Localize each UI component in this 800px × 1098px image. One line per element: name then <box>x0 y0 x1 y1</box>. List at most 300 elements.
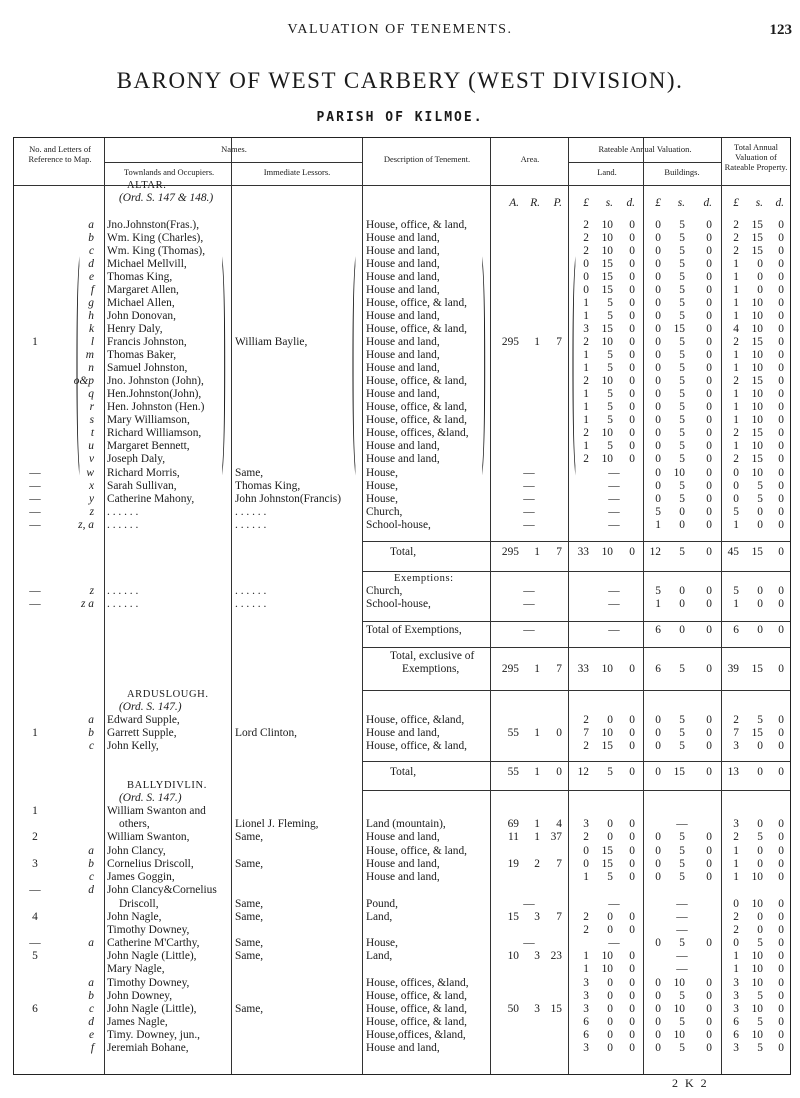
area-value: 23 <box>550 950 562 962</box>
tenement-description: House, office, & land, <box>366 401 468 413</box>
map-letter: z <box>89 585 94 597</box>
land-value: 0 <box>629 1029 635 1041</box>
total-value: 0 <box>778 766 784 778</box>
col-header-lessors: Immediate Lessors. <box>263 167 331 177</box>
buildings-value: 15 <box>673 323 685 335</box>
buildings-value: 5 <box>679 831 685 843</box>
immediate-lessor: Thomas King, <box>235 480 301 492</box>
occupier-name: . . . . . . <box>107 585 139 597</box>
area-value: 295 <box>501 663 519 675</box>
land-value: — <box>608 467 620 479</box>
tenement-description: Exemptions, <box>402 663 460 675</box>
col-header-townlands: Townlands and Occupiers. <box>123 167 215 177</box>
immediate-lessor: . . . . . . <box>235 598 267 610</box>
map-number: 1 <box>32 805 38 817</box>
tenement-description: Total, <box>390 546 417 558</box>
total-value: 10 <box>751 898 763 910</box>
total-value: 39 <box>727 663 739 675</box>
immediate-lessor: Same, <box>235 937 264 949</box>
land-value: 1 <box>583 388 589 400</box>
total-value: 2 <box>733 453 739 465</box>
land-value: — <box>608 480 620 492</box>
area-value: 15 <box>550 1003 562 1015</box>
buildings-value: 5 <box>679 663 685 675</box>
land-value: 0 <box>629 845 635 857</box>
buildings-value: 0 <box>706 506 712 518</box>
land-value: 0 <box>629 990 635 1002</box>
tenement-description: House, office, &land, <box>366 714 465 726</box>
buildings-value: 0 <box>706 1016 712 1028</box>
tenement-description: House and land, <box>366 232 440 244</box>
occupier-name: ALTAR. <box>127 180 167 191</box>
land-value: 2 <box>583 453 589 465</box>
buildings-value: 0 <box>706 493 712 505</box>
total-value: 0 <box>778 401 784 413</box>
total-value: 15 <box>751 375 763 387</box>
land-value: 6 <box>583 1016 589 1028</box>
occupier-name: Cornelius Driscoll, <box>107 858 194 870</box>
buildings-value: 0 <box>655 1042 661 1054</box>
land-value: — <box>608 624 620 636</box>
tenement-description: Land, <box>366 911 393 923</box>
total-value: 1 <box>733 871 739 883</box>
land-value: 0 <box>629 414 635 426</box>
occupier-name: Richard Williamson, <box>107 427 202 439</box>
map-letter: f <box>90 1042 94 1054</box>
tenement-description: House, office, & land, <box>366 845 468 857</box>
total-value: 2 <box>733 245 739 257</box>
buildings-value: 0 <box>655 1016 661 1028</box>
buildings-value: 15 <box>673 766 685 778</box>
buildings-value: 0 <box>706 323 712 335</box>
tenement-description: Total, exclusive of <box>390 650 475 662</box>
tenement-description: House and land, <box>366 727 440 739</box>
occupier-name: Joseph Daly, <box>107 453 166 465</box>
immediate-lessor: Same, <box>235 950 264 962</box>
area-value: 0 <box>556 766 562 778</box>
buildings-value: 0 <box>706 427 712 439</box>
col-rule <box>362 138 363 1074</box>
total-value: 1 <box>733 284 739 296</box>
land-value: 5 <box>607 401 613 413</box>
total-value: 0 <box>757 818 763 830</box>
total-value: 1 <box>733 362 739 374</box>
total-value: 10 <box>751 297 763 309</box>
land-value: 3 <box>583 1042 589 1054</box>
tenement-description: House, office, & land, <box>366 740 468 752</box>
buildings-value: 0 <box>706 1029 712 1041</box>
buildings-value: 5 <box>679 388 685 400</box>
area-value: 295 <box>501 546 519 558</box>
total-value: 10 <box>751 950 763 962</box>
area-value: 1 <box>534 663 540 675</box>
land-value: 0 <box>629 963 635 975</box>
land-value: 0 <box>629 245 635 257</box>
occupier-name: Catherine Mahony, <box>107 493 195 505</box>
area-value: 7 <box>556 336 562 348</box>
total-rule <box>362 790 790 791</box>
land-value: — <box>608 506 620 518</box>
area-value: 50 <box>507 1003 519 1015</box>
occupier-name: Garrett Supple, <box>107 727 177 739</box>
col-header-total: Total Annual Valuation of Rateable Property. <box>724 142 788 172</box>
total-value: 15 <box>751 336 763 348</box>
buildings-value: 0 <box>706 467 712 479</box>
total-value: 45 <box>727 546 739 558</box>
land-value: 5 <box>607 388 613 400</box>
tenement-description: House, office, & land, <box>366 1016 468 1028</box>
buildings-value: 10 <box>673 467 685 479</box>
occupier-name: ARDUSLOUGH. <box>127 689 209 700</box>
map-letter: c <box>88 740 94 752</box>
buildings-value: 0 <box>655 977 661 989</box>
land-value: 0 <box>629 924 635 936</box>
total-value: 1 <box>733 950 739 962</box>
area-value: — <box>523 493 535 505</box>
land-value: 0 <box>629 831 635 843</box>
buildings-value: 0 <box>655 740 661 752</box>
buildings-value: 0 <box>655 714 661 726</box>
buildings-value: 5 <box>679 336 685 348</box>
total-value: 0 <box>757 585 763 597</box>
total-value: 0 <box>778 284 784 296</box>
land-value: 0 <box>629 427 635 439</box>
area-value: 15 <box>507 911 519 923</box>
total-value: 6 <box>733 1016 739 1028</box>
total-value: 10 <box>751 963 763 975</box>
land-value: 10 <box>601 546 613 558</box>
buildings-value: 0 <box>706 546 712 558</box>
land-value: 5 <box>607 871 613 883</box>
buildings-value: 0 <box>706 258 712 270</box>
map-letter: h <box>88 310 94 322</box>
total-value: 5 <box>757 1016 763 1028</box>
buildings-value: 0 <box>655 1003 661 1015</box>
land-value: 5 <box>607 297 613 309</box>
buildings-value: 0 <box>706 858 712 870</box>
occupier-name: Edward Supple, <box>107 714 180 726</box>
buildings-value: 0 <box>655 232 661 244</box>
total-value: 10 <box>751 1003 763 1015</box>
map-letter: l <box>90 336 94 348</box>
land-value: 12 <box>577 766 589 778</box>
occupier-name: . . . . . . <box>107 598 139 610</box>
occupier-name: Samuel Johnston, <box>107 362 188 374</box>
land-value: 0 <box>629 336 635 348</box>
buildings-value: 5 <box>679 414 685 426</box>
total-value: 3 <box>733 818 739 830</box>
buildings-value: 0 <box>706 727 712 739</box>
tenement-description: House, <box>366 937 398 949</box>
area-value: 1 <box>534 818 540 830</box>
buildings-value: 0 <box>706 624 712 636</box>
land-value: 15 <box>601 858 613 870</box>
total-value: 5 <box>757 831 763 843</box>
land-value: s. <box>605 197 613 209</box>
occupier-name: others, <box>119 818 150 830</box>
rateable-subheader-rule <box>568 162 721 163</box>
buildings-value: 0 <box>655 467 661 479</box>
map-number: — <box>29 506 41 518</box>
land-value: 0 <box>629 310 635 322</box>
map-number: — <box>29 480 41 492</box>
col-header-names: Names. <box>221 144 247 154</box>
land-value: 10 <box>601 245 613 257</box>
buildings-value: 0 <box>679 519 685 531</box>
area-value: — <box>523 585 535 597</box>
total-value: 1 <box>733 297 739 309</box>
tenement-description: House and land, <box>366 310 440 322</box>
total-value: 3 <box>733 1003 739 1015</box>
tenement-description: House and land, <box>366 858 440 870</box>
total-value: 0 <box>778 714 784 726</box>
total-value: 10 <box>751 388 763 400</box>
total-value: 3 <box>733 740 739 752</box>
area-value: — <box>523 506 535 518</box>
land-value: 1 <box>583 401 589 413</box>
buildings-value: 0 <box>679 598 685 610</box>
land-value: 0 <box>629 727 635 739</box>
occupier-name: Jno. Johnston (John), <box>107 375 204 387</box>
buildings-value: 0 <box>706 831 712 843</box>
total-value: 0 <box>778 245 784 257</box>
col-header-land: Land. <box>597 167 617 177</box>
buildings-value: 5 <box>679 480 685 492</box>
buildings-value: 0 <box>655 336 661 348</box>
total-value: 4 <box>733 323 739 335</box>
buildings-value: 5 <box>679 453 685 465</box>
total-value: 5 <box>757 937 763 949</box>
buildings-value: 5 <box>679 858 685 870</box>
total-value: 0 <box>757 924 763 936</box>
land-value: 0 <box>629 911 635 923</box>
total-value: 15 <box>751 546 763 558</box>
map-letter: b <box>88 232 94 244</box>
land-value: 10 <box>601 219 613 231</box>
total-value: 0 <box>733 493 739 505</box>
land-value: 0 <box>629 453 635 465</box>
buildings-value: 0 <box>706 663 712 675</box>
total-value: 13 <box>727 766 739 778</box>
col-header-buildings: Buildings. <box>664 167 700 177</box>
buildings-value: 0 <box>706 388 712 400</box>
buildings-value: 0 <box>706 977 712 989</box>
buildings-value: 0 <box>655 990 661 1002</box>
map-letter: o&p <box>73 375 94 387</box>
buildings-value: 0 <box>706 362 712 374</box>
total-value: 15 <box>751 232 763 244</box>
land-value: 1 <box>583 950 589 962</box>
land-value: 2 <box>583 714 589 726</box>
land-value: 0 <box>629 740 635 752</box>
land-value: 0 <box>629 1042 635 1054</box>
total-value: s. <box>755 197 763 209</box>
total-value: 0 <box>757 506 763 518</box>
occupier-name: William Swanton and <box>107 805 206 817</box>
land-value: 0 <box>629 977 635 989</box>
buildings-value: 5 <box>679 1016 685 1028</box>
buildings-value: 5 <box>655 585 661 597</box>
occupier-name: Margaret Allen, <box>107 284 179 296</box>
land-value: 0 <box>629 714 635 726</box>
buildings-value: 0 <box>706 232 712 244</box>
total-value: 1 <box>733 963 739 975</box>
buildings-value: 0 <box>706 440 712 452</box>
buildings-value: 0 <box>655 271 661 283</box>
area-value: 19 <box>507 858 519 870</box>
total-value: 0 <box>778 414 784 426</box>
land-value: 1 <box>583 310 589 322</box>
total-value: 10 <box>751 362 763 374</box>
buildings-value: 0 <box>679 506 685 518</box>
buildings-value: 0 <box>706 297 712 309</box>
land-value: 0 <box>629 323 635 335</box>
tenement-description: House and land, <box>366 453 440 465</box>
total-value: 10 <box>751 401 763 413</box>
area-value: 3 <box>534 911 540 923</box>
total-value: 0 <box>757 284 763 296</box>
total-value: 0 <box>757 271 763 283</box>
total-value: 5 <box>757 714 763 726</box>
total-value: 0 <box>778 924 784 936</box>
occupier-name: Wm. King (Thomas), <box>107 245 206 257</box>
land-value: 2 <box>583 924 589 936</box>
tenement-description: Church, <box>366 585 403 597</box>
buildings-value: 5 <box>679 349 685 361</box>
land-value: 1 <box>583 297 589 309</box>
total-value: 0 <box>778 1029 784 1041</box>
total-value: 15 <box>751 727 763 739</box>
land-value: 0 <box>629 766 635 778</box>
tenement-description: House, office, & land, <box>366 375 468 387</box>
land-value: 0 <box>629 546 635 558</box>
area-value: 0 <box>556 727 562 739</box>
land-value: 5 <box>607 414 613 426</box>
land-value: 5 <box>607 440 613 452</box>
total-value: 0 <box>778 585 784 597</box>
total-value: 15 <box>751 453 763 465</box>
buildings-value: 0 <box>706 284 712 296</box>
land-value: 5 <box>607 310 613 322</box>
buildings-value: 5 <box>679 375 685 387</box>
map-letter: t <box>90 427 94 439</box>
occupier-name: (Ord. S. 147.) <box>119 701 182 713</box>
total-value: 0 <box>733 467 739 479</box>
land-value: 0 <box>607 924 613 936</box>
total-value: 0 <box>778 1042 784 1054</box>
map-number: 3 <box>32 858 38 870</box>
map-letter: b <box>88 858 94 870</box>
land-value: 6 <box>583 1029 589 1041</box>
map-letter: g <box>88 297 94 309</box>
buildings-value: 0 <box>655 453 661 465</box>
total-value: 2 <box>733 831 739 843</box>
land-value: 2 <box>583 232 589 244</box>
map-number: — <box>29 585 41 597</box>
total-value: 10 <box>751 977 763 989</box>
total-value: 3 <box>733 1042 739 1054</box>
total-value: 0 <box>757 598 763 610</box>
map-letter: w <box>86 467 94 479</box>
buildings-value: 0 <box>706 349 712 361</box>
buildings-value: 5 <box>679 271 685 283</box>
land-value: 1 <box>583 414 589 426</box>
total-value: 0 <box>757 740 763 752</box>
land-value: 10 <box>601 232 613 244</box>
total-value: 0 <box>733 898 739 910</box>
land-value: 10 <box>601 453 613 465</box>
buildings-value: 5 <box>679 845 685 857</box>
bracket-mark: ( <box>572 226 576 490</box>
buildings-value: 5 <box>679 714 685 726</box>
buildings-value: 5 <box>679 310 685 322</box>
occupier-name: Timy. Downey, jun., <box>107 1029 201 1041</box>
buildings-value: 0 <box>655 362 661 374</box>
area-value: 2 <box>534 858 540 870</box>
buildings-value: 0 <box>706 219 712 231</box>
buildings-value: 0 <box>655 401 661 413</box>
land-value: 0 <box>629 950 635 962</box>
total-value: 0 <box>778 467 784 479</box>
land-value: 0 <box>629 1003 635 1015</box>
tenement-description: Pound, <box>366 898 398 910</box>
bracket-mark: ( <box>76 226 80 490</box>
total-value: 5 <box>733 585 739 597</box>
total-value: 0 <box>757 624 763 636</box>
buildings-value: 0 <box>706 271 712 283</box>
land-value: 2 <box>583 219 589 231</box>
area-value: 37 <box>550 831 562 843</box>
buildings-value: 6 <box>655 624 661 636</box>
total-value: 1 <box>733 271 739 283</box>
area-value: 1 <box>534 831 540 843</box>
occupier-name: Timothy Downey, <box>107 924 190 936</box>
land-value: 2 <box>583 427 589 439</box>
buildings-value: 0 <box>706 990 712 1002</box>
land-value: 10 <box>601 375 613 387</box>
occupier-name: John Nagle (Little), <box>107 1003 197 1015</box>
area-value: — <box>523 598 535 610</box>
land-value: 2 <box>583 740 589 752</box>
buildings-value: 5 <box>679 493 685 505</box>
buildings-value: 0 <box>655 427 661 439</box>
total-value: 0 <box>778 911 784 923</box>
buildings-value: 5 <box>679 740 685 752</box>
map-letter: e <box>88 1029 94 1041</box>
buildings-value: 0 <box>706 480 712 492</box>
land-value: 0 <box>629 271 635 283</box>
land-value: 15 <box>601 740 613 752</box>
buildings-value: 0 <box>706 1042 712 1054</box>
land-value: 3 <box>583 323 589 335</box>
signature-mark: 2 K 2 <box>672 1076 709 1090</box>
immediate-lessor: John Johnston(Francis) <box>235 493 341 505</box>
map-number: 2 <box>32 831 38 843</box>
land-value: — <box>608 519 620 531</box>
land-value: 0 <box>629 284 635 296</box>
land-value: 0 <box>583 845 589 857</box>
land-value: 0 <box>629 219 635 231</box>
total-value: 2 <box>733 714 739 726</box>
total-value: 2 <box>733 427 739 439</box>
land-value: 0 <box>629 258 635 270</box>
land-value: 0 <box>629 362 635 374</box>
area-value: — <box>523 898 535 910</box>
tenement-description: Total of Exemptions, <box>366 624 462 636</box>
total-value: 10 <box>751 323 763 335</box>
buildings-value: 0 <box>655 245 661 257</box>
map-number: — <box>29 493 41 505</box>
